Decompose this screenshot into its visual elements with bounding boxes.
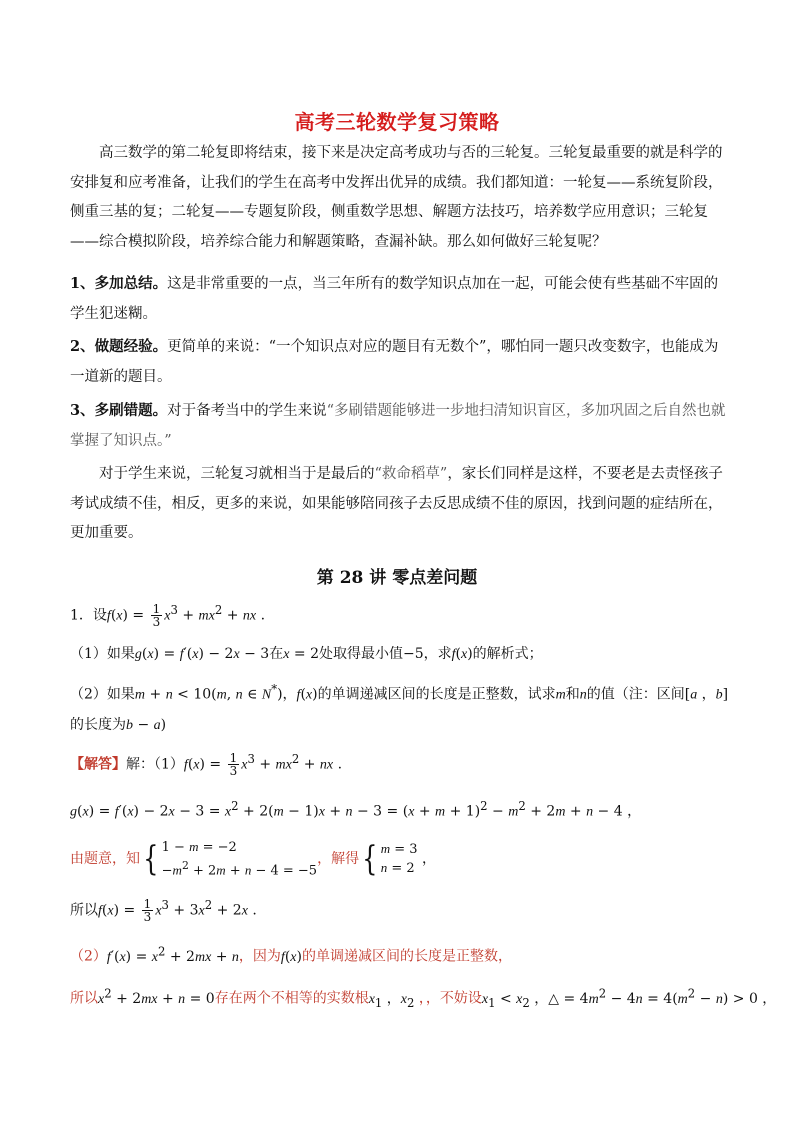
derivative-line: $g(x) = f'(x) - 2x - 3 = x^2 + 2(m - 1)x + n - 3 = (x + m + 1)^2 - m^2 + 2m + n - 4$ ， xyxy=(70,799,642,820)
problem-prefix: 1．设 xyxy=(70,607,107,624)
tip-1 xyxy=(70,269,726,329)
question-1: （1）如果g(x) = f′(x) − 2x − 3在x = 2处取得最小值−5，求f(x)的解析式； xyxy=(70,646,543,662)
tip-3-quote: “多刷错题能够进一步地扫清知识盲区，多加巩固之后自然也就掌握了知识点。” xyxy=(70,403,726,449)
tip-1-body: 这是非常重要的一点，当三年所有的数学知识点加在一起，可能会使有些基础不牢固的学生犯迷糊。 xyxy=(70,276,719,322)
page-title: 高考三轮数学复习策略 xyxy=(294,110,500,134)
tip-2-head: 2、做题经验。 xyxy=(70,338,168,355)
intro-paragraph: 高三数学的第二轮复即将结束，接下来是决定高考成功与否的三轮复。三轮复最重要的就是科学的安排复和应考准备，让我们的学生在高考中发挥出优异的成绩。我们都知道：一轮复——系统复阶段，侧重三基的复；二轮复——专题复阶段，侧重数学思想、解题方法技巧，培养数学应用意识；三轮复——综合模拟阶段，培养综合能力和解题策略，查漏补缺。那么如何做好三轮复呢？ xyxy=(70,145,723,250)
fraction-one-third: $\frac{1}{3}$ xyxy=(152,602,161,630)
tip-3-head: 3、多刷错题。 xyxy=(70,402,168,419)
closing-quote: “救命稻草” xyxy=(374,466,448,482)
closing-text-a: 对于学生来说，三轮复习就相当于是最后的 xyxy=(99,466,375,482)
question-2-cont: 的长度为b − a) xyxy=(70,717,167,733)
tip-1-head: 1、多加总结。 xyxy=(70,275,168,292)
tip-2 xyxy=(70,332,726,392)
closing-text-b: ，家长们同样是这样，不要老是去责怪孩子考试成绩不佳，相反，更多的来说，如果能够陪同孩子去反思成绩不佳的原因，找到问题的症结所在，更加重要。 xyxy=(70,466,723,541)
answer-label: 【解答】 xyxy=(70,756,126,773)
tip-3 xyxy=(70,396,726,456)
tip-3-body: 对于备考当中的学生来说 xyxy=(167,403,327,419)
closing-paragraph xyxy=(70,460,726,549)
roots-line: 所以$x^2 + 2mx + n = 0$存在两个不相等的实数根$x_1$ ，$x_2$ ，，不妨设$x_1 < x_2$ ，△ = $4m^2 - 4n = 4(m^2 - n) > 0$ ， xyxy=(70,986,777,1010)
system-line: 由题意，知{ 1 − m = −2 $-m^2 + 2m + n - 4 = -5$ ，解得{ m = 3 n = 2 ， xyxy=(70,839,436,880)
problem-statement: 1．设f(x) = $\frac{1}{3}$ $x^3 + mx^2$ + nx . xyxy=(70,602,266,630)
answer-part1: 【解答】解：（1）f(x) = $\frac{1}{3}$ $x^3 + mx^2$ + nx . xyxy=(70,751,343,779)
lecture-title: 第 28 讲 零点差问题 xyxy=(316,568,478,588)
answer-part2: $(2)f'(x) = x^2 + 2mx + n$，因为f(x)的单调递减区间的长度是正整数， xyxy=(70,944,512,965)
question-2: （2）如果m + n < 10(m, n ∈ N*)，f(x)的单调递减区间的长度是正整数，试求m和n的值（注：区间[a ，b] xyxy=(70,682,729,703)
result-line: 所以f(x) = $\frac{1}{3}$ $x^3 + 3x^2 + 2x$ . xyxy=(70,897,257,925)
tip-2-body: 更简单的来说：“一个知识点对应的题目有无数个”，哪怕同一题只改变数字，也能成为一道新的题目。 xyxy=(70,339,719,385)
